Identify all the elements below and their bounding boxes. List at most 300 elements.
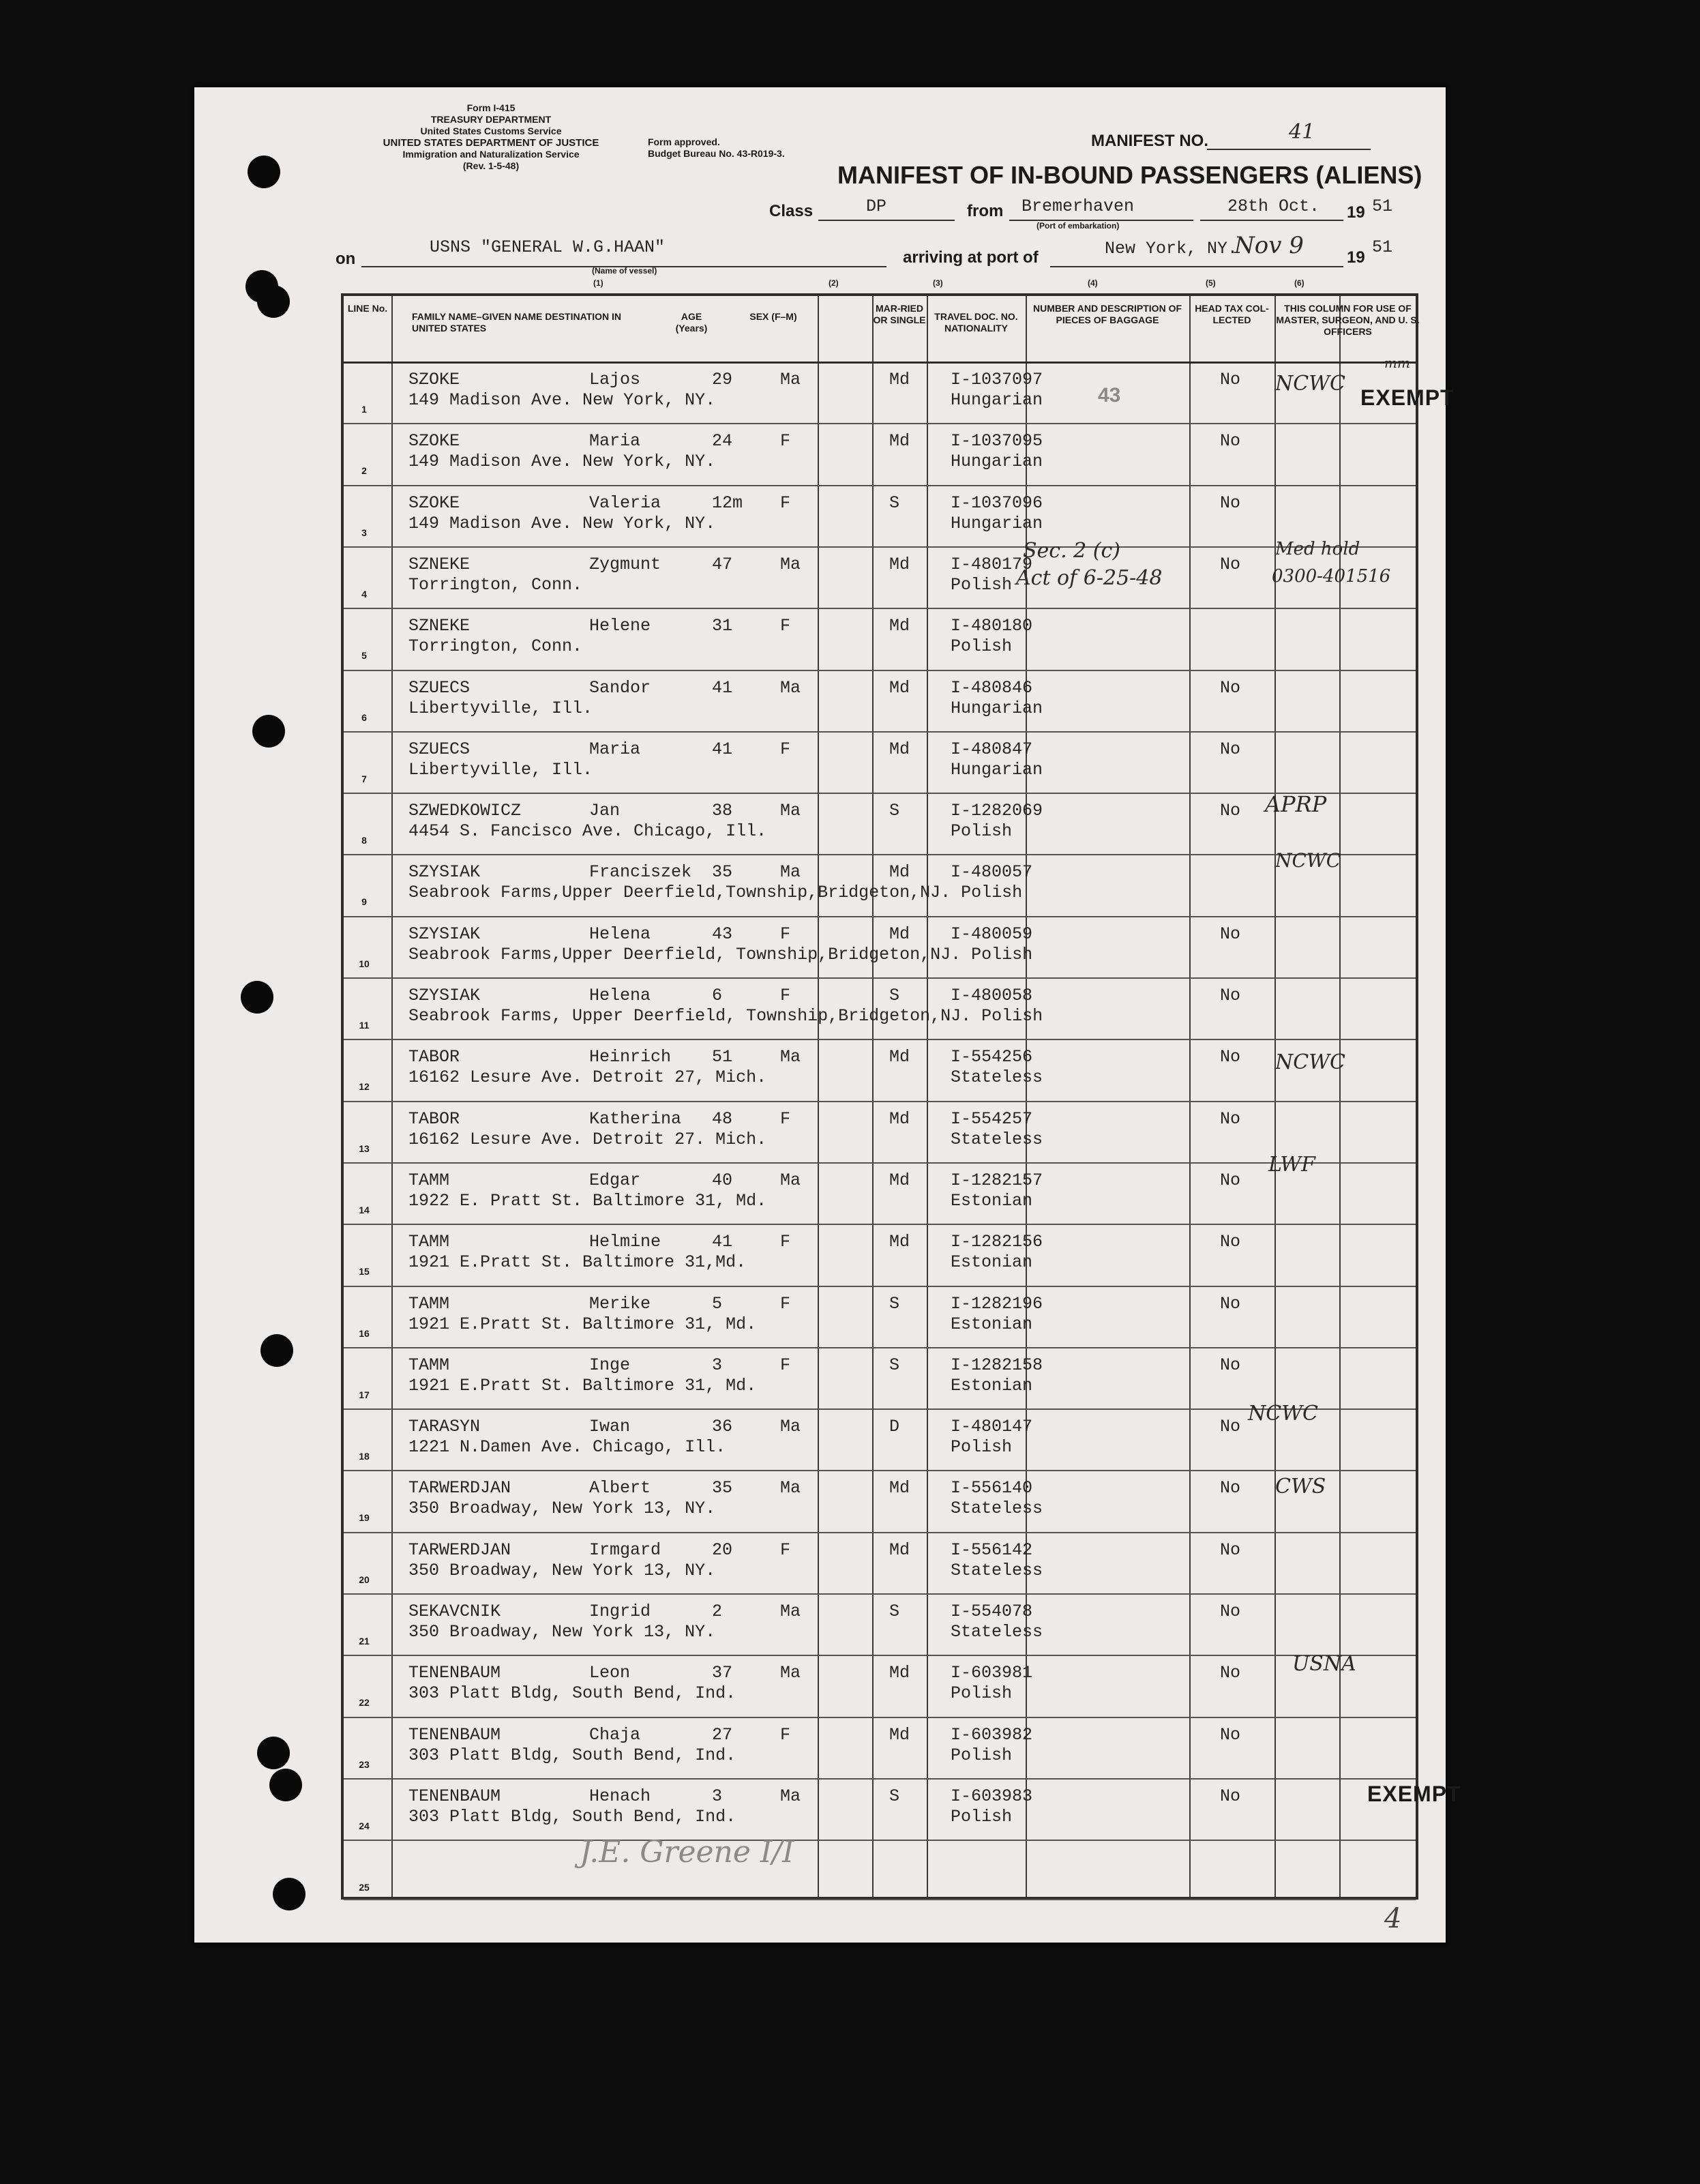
head-tax: No <box>1220 739 1241 759</box>
budget-label: Budget Bureau No. 43-R019-3. <box>648 148 785 159</box>
age: 3 <box>712 1355 723 1375</box>
sex: Ma <box>780 801 801 821</box>
sex: Ma <box>780 1047 801 1067</box>
head-tax: No <box>1220 1047 1241 1067</box>
table-row <box>344 1347 1416 1408</box>
travel-doc-number: I-480179 <box>951 554 1033 574</box>
arriving-label: arriving at port of <box>903 248 1039 267</box>
arrival-year-prefix: 19 <box>1347 248 1365 267</box>
destination: Torrington, Conn. <box>408 574 583 595</box>
table-bottom-rule <box>344 1899 1416 1900</box>
act-note: Act of 6-25-48 <box>1016 566 1163 590</box>
travel-doc-number: I-1282069 <box>951 801 1043 821</box>
marital-status: Md <box>889 1047 910 1067</box>
family-name: SZNEKE <box>408 616 471 636</box>
head-tax: No <box>1220 431 1241 452</box>
line-number: 24 <box>359 1820 370 1831</box>
head-tax: No <box>1220 801 1241 821</box>
family-name: TARWERDJAN <box>408 1539 511 1560</box>
age: 35 <box>712 1478 733 1499</box>
exempt-stamp-bottom: EXEMPT <box>1367 1782 1461 1806</box>
punch-hole <box>260 1334 293 1367</box>
nationality: Estonian <box>951 1190 1033 1211</box>
marital-status: Md <box>889 1108 910 1129</box>
page-number: 4 <box>1384 1903 1402 1934</box>
table-row <box>344 361 1416 423</box>
sex: Ma <box>780 677 801 698</box>
sex: F <box>780 739 791 759</box>
family-name: SZUECS <box>408 739 471 759</box>
given-name: Henach <box>589 1786 651 1806</box>
agency-note-1: NCWC <box>1275 372 1345 396</box>
nationality: Polish <box>951 574 1013 595</box>
family-name: TABOR <box>408 1108 460 1129</box>
family-name: TARWERDJAN <box>408 1478 511 1499</box>
age: 3 <box>712 1786 723 1806</box>
sex: Ma <box>780 554 801 574</box>
family-name: SZOKE <box>408 492 460 513</box>
head-tax: No <box>1220 986 1241 1005</box>
sex: F <box>780 1539 791 1560</box>
col-num-1: (1) <box>593 278 603 288</box>
marital-status: S <box>889 1293 900 1314</box>
line-number: 17 <box>359 1389 370 1400</box>
travel-doc-number: I-554078 <box>951 1602 1033 1621</box>
given-name: Helena <box>589 924 651 944</box>
given-name: Sandor <box>589 677 651 698</box>
treasury-label: TREASURY DEPARTMENT <box>430 114 552 125</box>
destination: Libertyville, Ill. <box>408 759 593 780</box>
marital-status: S <box>889 1786 900 1806</box>
travel-doc-number: I-480847 <box>951 739 1033 759</box>
destination: 149 Madison Ave. New York, NY. <box>408 390 716 410</box>
sex: Ma <box>780 1478 801 1499</box>
table-row <box>344 1224 1416 1285</box>
destination: Seabrook Farms, Upper Deerfield, Township,Bridgeton,NJ. Polish <box>408 1006 1043 1026</box>
arrival-port: New York, NY. <box>1105 239 1238 259</box>
marital-status: Md <box>889 1478 910 1499</box>
agency-note-8: APRP <box>1265 791 1327 817</box>
sex: F <box>780 1108 791 1129</box>
med-hold-note: Med hold <box>1275 539 1360 559</box>
sex: F <box>780 924 791 944</box>
customs-label: United States Customs Service <box>420 126 562 136</box>
sex: Ma <box>780 862 801 883</box>
nationality: Polish <box>951 1806 1013 1827</box>
sex: Ma <box>780 1786 801 1806</box>
med-hold-number: 0300-401516 <box>1272 566 1391 587</box>
marital-status: Md <box>889 1724 910 1745</box>
marital-status: S <box>889 801 900 821</box>
table-row <box>344 1532 1416 1593</box>
arrival-date-handwritten: Nov 9 <box>1234 232 1304 259</box>
nationality: Stateless <box>951 1067 1043 1088</box>
col-num-2: (2) <box>829 278 839 288</box>
punch-hole <box>241 981 273 1014</box>
age: 12m <box>712 492 743 513</box>
table-row <box>344 670 1416 731</box>
age: 31 <box>712 616 733 636</box>
given-name: Valeria <box>589 492 661 513</box>
line-number: 13 <box>359 1142 370 1154</box>
destination: 303 Platt Bldg, South Bend, Ind. <box>408 1806 736 1827</box>
marital-status: S <box>889 986 900 1005</box>
given-name: Jan <box>589 801 621 821</box>
head-tax: No <box>1220 1170 1241 1190</box>
given-name: Edgar <box>589 1170 641 1190</box>
approval-label: Form approved. <box>648 136 720 147</box>
travel-doc-number: I-1282157 <box>951 1170 1043 1190</box>
line-number: 21 <box>359 1636 370 1647</box>
col-num-5: (5) <box>1206 278 1216 288</box>
col-header-age: AGE (Years) <box>675 311 708 334</box>
nationality: Hungarian <box>951 698 1043 718</box>
table-row <box>344 1039 1416 1100</box>
family-name: TARASYN <box>408 1417 481 1437</box>
table-row <box>344 793 1416 854</box>
arrival-year: 51 <box>1372 237 1393 257</box>
nationality: Hungarian <box>951 513 1043 533</box>
page-title: MANIFEST OF IN-BOUND PASSENGERS (ALIENS) <box>837 161 1422 189</box>
destination: 16162 Lesure Ave. Detroit 27, Mich. <box>408 1067 767 1088</box>
on-label: on <box>335 250 356 268</box>
punch-hole <box>248 156 280 188</box>
table-row <box>344 1778 1416 1840</box>
departure-year: 51 <box>1372 196 1393 216</box>
age: 47 <box>712 554 733 574</box>
travel-doc-number: I-480059 <box>951 924 1033 944</box>
destination: 1921 E.Pratt St. Baltimore 31,Md. <box>408 1252 747 1273</box>
sex: Ma <box>780 1417 801 1437</box>
embarkation-port: Bremerhaven <box>1022 196 1135 216</box>
destination: 1922 E. Pratt St. Baltimore 31, Md. <box>408 1190 767 1211</box>
col-header-head-tax: HEAD TAX COL-LECTED <box>1195 303 1269 325</box>
age: 38 <box>712 801 733 821</box>
travel-doc-number: I-554257 <box>951 1108 1033 1129</box>
punch-hole <box>257 1737 290 1769</box>
given-name: Irmgard <box>589 1539 661 1560</box>
col-num-4: (4) <box>1088 278 1098 288</box>
destination: 1921 E.Pratt St. Baltimore 31, Md. <box>408 1375 757 1396</box>
family-name: TAMM <box>408 1170 450 1190</box>
destination: 149 Madison Ave. New York, NY. <box>408 513 716 533</box>
col-header-baggage: NUMBER AND DESCRIPTION OF PIECES OF BAGGAGE <box>1032 303 1182 325</box>
travel-doc-number: I-554256 <box>951 1047 1033 1067</box>
sex: F <box>780 492 791 513</box>
table-row <box>344 854 1416 915</box>
marital-status: Md <box>889 554 910 574</box>
nationality: Estonian <box>951 1375 1033 1396</box>
given-name: Maria <box>589 431 641 452</box>
justice-label: UNITED STATES DEPARTMENT OF JUSTICE <box>383 137 599 149</box>
departure-date: 28th Oct. <box>1227 196 1320 216</box>
line-number: 4 <box>361 588 367 600</box>
nationality: Polish <box>951 636 1013 657</box>
destination: 4454 S. Fancisco Ave. Chicago, Ill. <box>408 821 767 842</box>
line-number: 9 <box>361 896 367 908</box>
sex: F <box>780 616 791 636</box>
family-name: SZOKE <box>408 431 460 452</box>
col-header-sex: SEX (F–M) <box>749 311 797 322</box>
col-header-married: MAR-RIED OR SINGLE <box>873 303 926 325</box>
nationality: Estonian <box>951 1252 1033 1273</box>
sex: Ma <box>780 1663 801 1683</box>
table-row <box>344 731 1416 793</box>
table-row <box>344 1717 1416 1778</box>
marital-status: Md <box>889 739 910 759</box>
punch-hole <box>273 1878 305 1910</box>
line-number: 5 <box>361 650 367 662</box>
age: 36 <box>712 1417 733 1437</box>
head-tax: No <box>1220 1786 1241 1806</box>
family-name: TABOR <box>408 1047 460 1067</box>
table-row <box>344 916 1416 977</box>
travel-doc-number: I-480058 <box>951 986 1033 1005</box>
destination: Libertyville, Ill. <box>408 698 593 718</box>
head-tax: No <box>1220 1232 1241 1252</box>
age: 5 <box>712 1293 723 1314</box>
destination: 350 Broadway, New York 13, NY. <box>408 1622 716 1642</box>
head-tax: No <box>1220 1724 1241 1745</box>
from-label: from <box>967 202 1004 220</box>
given-name: Inge <box>589 1355 631 1375</box>
ins-label: Immigration and Naturalization Service <box>402 149 580 160</box>
head-tax: No <box>1220 1293 1241 1314</box>
travel-doc-number: I-480057 <box>951 862 1033 883</box>
punch-hole <box>269 1769 302 1801</box>
nationality: Stateless <box>951 1499 1043 1519</box>
travel-doc-number: I-1282156 <box>951 1232 1043 1252</box>
age: 51 <box>712 1047 733 1067</box>
age: 20 <box>712 1539 733 1560</box>
col-header-line: LINE No. <box>347 303 388 314</box>
destination: 303 Platt Bldg, South Bend, Ind. <box>408 1745 736 1765</box>
family-name: SZOKE <box>408 370 460 389</box>
given-name: Helmine <box>589 1232 661 1252</box>
line-number: 16 <box>359 1327 370 1339</box>
line-number: 1 <box>361 404 367 415</box>
col-num-3: (3) <box>933 278 943 288</box>
head-tax: No <box>1220 924 1241 944</box>
sex: F <box>780 431 791 452</box>
family-name: SZYSIAK <box>408 924 481 944</box>
age: 35 <box>712 862 733 883</box>
marital-status: Md <box>889 862 910 883</box>
marital-status: Md <box>889 1663 910 1683</box>
given-name: Heinrich <box>589 1047 672 1067</box>
destination: Seabrook Farms,Upper Deerfield, Township,Bridgeton,NJ. Polish <box>408 944 1033 964</box>
sex: F <box>780 1355 791 1375</box>
head-tax: No <box>1220 1355 1241 1375</box>
head-tax: No <box>1220 1478 1241 1499</box>
nationality: Polish <box>951 1745 1013 1765</box>
passenger-table <box>341 293 1418 1900</box>
travel-doc-number: I-1282196 <box>951 1293 1043 1314</box>
destination: Torrington, Conn. <box>408 636 583 657</box>
year-prefix: 19 <box>1347 203 1365 222</box>
destination: 350 Broadway, New York 13, NY. <box>408 1499 716 1519</box>
marital-status: Md <box>889 616 910 636</box>
line-number: 8 <box>361 835 367 846</box>
officer-signature: J.E. Greene I/I <box>580 1835 794 1870</box>
line-number: 15 <box>359 1266 370 1278</box>
given-name: Albert <box>589 1478 651 1499</box>
head-tax: No <box>1220 1539 1241 1560</box>
section-note: Sec. 2 (c) <box>1023 539 1121 563</box>
line-number: 6 <box>361 711 367 723</box>
table-row <box>344 1840 1416 1901</box>
agency-note-9: NCWC <box>1275 849 1341 872</box>
family-name: TENENBAUM <box>408 1724 501 1745</box>
line-number: 10 <box>359 958 370 969</box>
head-tax: No <box>1220 492 1241 513</box>
age: 43 <box>712 924 733 944</box>
travel-doc-number: I-1037096 <box>951 492 1043 513</box>
travel-doc-number: I-1037097 <box>951 370 1043 389</box>
table-row <box>344 608 1416 669</box>
travel-doc-number: I-1037095 <box>951 431 1043 452</box>
given-name: Helena <box>589 986 651 1005</box>
line-number: 7 <box>361 773 367 784</box>
line-number: 23 <box>359 1758 370 1770</box>
travel-doc-number: I-480180 <box>951 616 1033 636</box>
given-name: Iwan <box>589 1417 631 1437</box>
family-name: SZYSIAK <box>408 986 481 1005</box>
head-tax: No <box>1220 554 1241 574</box>
col-header-name: FAMILY NAME–GIVEN NAME DESTINATION IN UNITED STATES <box>412 311 621 334</box>
manifest-number: 41 <box>1289 120 1315 144</box>
manifest-no-label: MANIFEST NO. <box>1091 132 1208 150</box>
marital-status: Md <box>889 1539 910 1560</box>
table-row <box>344 485 1416 546</box>
table-row <box>344 1286 1416 1347</box>
travel-doc-number: I-603983 <box>951 1786 1033 1806</box>
corner-mark: mm <box>1384 355 1410 371</box>
age: 24 <box>712 431 733 452</box>
col-num-6: (6) <box>1294 278 1304 288</box>
head-tax: No <box>1220 1108 1241 1129</box>
form-number: Form I-415 <box>466 102 516 113</box>
table-row <box>344 977 1416 1039</box>
family-name: SZWEDKOWICZ <box>408 801 522 821</box>
line-number: 19 <box>359 1512 370 1524</box>
nationality: Polish <box>951 1437 1013 1458</box>
family-name: TENENBAUM <box>408 1663 501 1683</box>
family-name: SZUECS <box>408 677 471 698</box>
family-name: TAMM <box>408 1293 450 1314</box>
marital-status: Md <box>889 370 910 389</box>
punch-hole <box>252 715 285 748</box>
destination: 350 Broadway, New York 13, NY. <box>408 1560 716 1580</box>
head-tax: No <box>1220 1417 1241 1437</box>
col-header-officers: THIS COLUMN FOR USE OF MASTER, SURGEON, AND U. S. OFFICERS <box>1276 303 1420 337</box>
agency-note-18: NCWC <box>1248 1402 1318 1426</box>
nationality: Stateless <box>951 1560 1043 1580</box>
sex: Ma <box>780 1170 801 1190</box>
given-name: Zygmunt <box>589 554 661 574</box>
sex: F <box>780 986 791 1005</box>
agency-note-19: CWS <box>1275 1475 1326 1499</box>
exempt-stamp-top: EXEMPT <box>1360 385 1455 410</box>
family-name: SZYSIAK <box>408 862 481 883</box>
family-name: TAMM <box>408 1232 450 1252</box>
travel-doc-number: I-1282158 <box>951 1355 1043 1375</box>
head-tax: No <box>1220 677 1241 698</box>
destination: 149 Madison Ave. New York, NY. <box>408 452 716 472</box>
family-name: TENENBAUM <box>408 1786 501 1806</box>
travel-doc-number: I-480846 <box>951 677 1033 698</box>
given-name: Leon <box>589 1663 631 1683</box>
nationality: Estonian <box>951 1314 1033 1334</box>
table-row <box>344 1593 1416 1655</box>
destination: 303 Platt Bldg, South Bend, Ind. <box>408 1683 736 1704</box>
age: 27 <box>712 1724 733 1745</box>
age: 41 <box>712 1232 733 1252</box>
class-value: DP <box>866 196 887 216</box>
nationality: Hungarian <box>951 759 1043 780</box>
line-number: 11 <box>359 1020 370 1031</box>
given-name: Helene <box>589 616 651 636</box>
table-row <box>344 1655 1416 1716</box>
given-name: Katherina <box>589 1108 682 1129</box>
age: 2 <box>712 1602 723 1621</box>
embarkation-note: (Port of embarkation) <box>1037 221 1120 231</box>
head-tax: No <box>1220 370 1241 389</box>
given-name: Merike <box>589 1293 651 1314</box>
marital-status: S <box>889 1355 900 1375</box>
marital-status: S <box>889 1602 900 1621</box>
age: 41 <box>712 677 733 698</box>
age: 29 <box>712 370 733 389</box>
marital-status: Md <box>889 924 910 944</box>
agency-note-14: LWF <box>1268 1153 1315 1177</box>
destination: Seabrook Farms,Upper Deerfield,Township,Bridgeton,NJ. Polish <box>408 883 1023 903</box>
line-number: 3 <box>361 527 367 538</box>
line-number: 25 <box>359 1882 370 1893</box>
destination: 1921 E.Pratt St. Baltimore 31, Md. <box>408 1314 757 1334</box>
form-agency-block <box>341 102 641 172</box>
given-name: Franciszek <box>589 862 692 883</box>
vessel-name: USNS "GENERAL W.G.HAAN" <box>430 237 666 257</box>
marital-status: S <box>889 492 900 513</box>
sex: Ma <box>780 1602 801 1621</box>
line-number: 22 <box>359 1697 370 1709</box>
table-row <box>344 1162 1416 1224</box>
travel-doc-number: I-603981 <box>951 1663 1033 1683</box>
line-number: 12 <box>359 1081 370 1093</box>
head-tax: No <box>1220 1663 1241 1683</box>
given-name: Ingrid <box>589 1602 651 1621</box>
sex: F <box>780 1232 791 1252</box>
destination: 1221 N.Damen Ave. Chicago, Ill. <box>408 1437 726 1458</box>
marital-status: Md <box>889 677 910 698</box>
class-label: Class <box>769 202 814 220</box>
age: 48 <box>712 1108 733 1129</box>
baggage-stamp: 43 <box>1098 384 1121 407</box>
sex: F <box>780 1724 791 1745</box>
nationality: Stateless <box>951 1622 1043 1642</box>
travel-doc-number: I-480147 <box>951 1417 1033 1437</box>
head-tax: No <box>1220 1602 1241 1621</box>
form-approval <box>648 136 811 160</box>
age: 37 <box>712 1663 733 1683</box>
age: 6 <box>712 986 723 1005</box>
nationality: Polish <box>951 1683 1013 1704</box>
family-name: SEKAVCNIK <box>408 1602 501 1621</box>
age: 40 <box>712 1170 733 1190</box>
travel-doc-number: I-556142 <box>951 1539 1033 1560</box>
age: 41 <box>712 739 733 759</box>
